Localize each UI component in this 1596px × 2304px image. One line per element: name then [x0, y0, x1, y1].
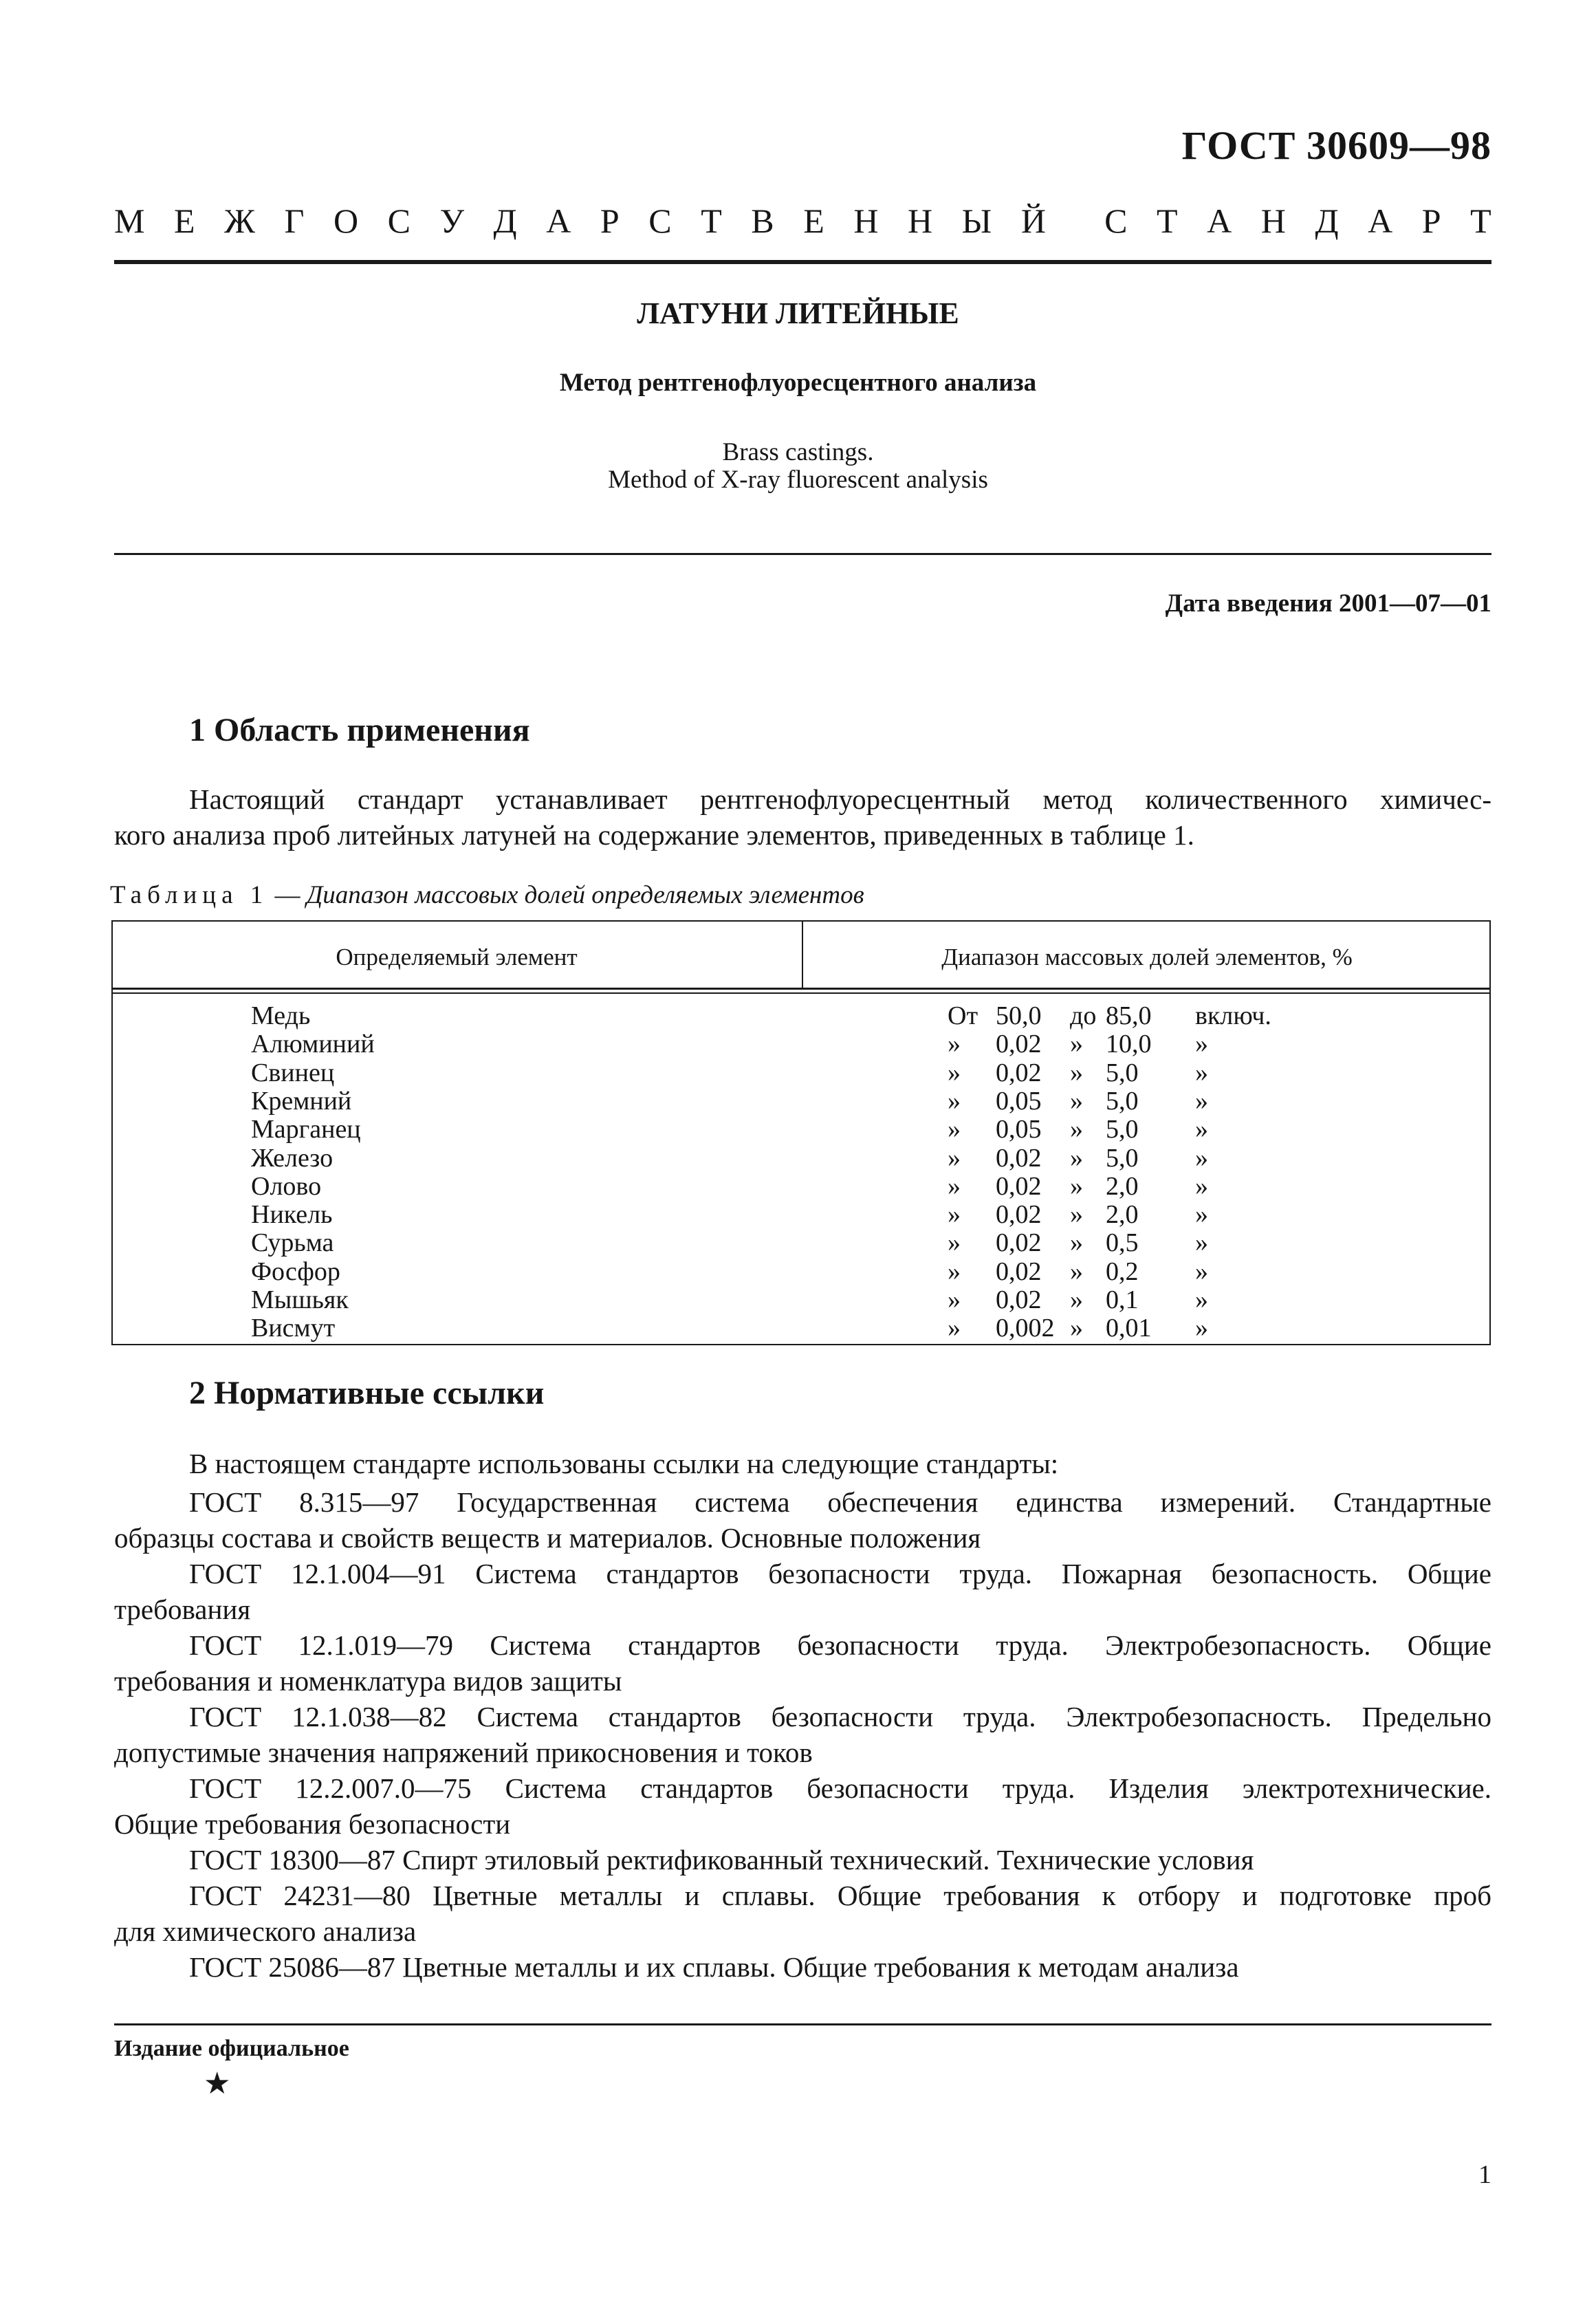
banner-letter: Г — [284, 202, 305, 240]
table-cell-suffix: » — [1195, 1115, 1208, 1144]
reference-line2: Общие требования безопасности — [114, 1808, 511, 1840]
reference-line2: допустимые значения напряжений прикосновения и токов — [114, 1737, 813, 1768]
table-cell-from: 0,02 — [996, 1200, 1042, 1229]
banner-letter: Д — [493, 202, 517, 240]
table-cell-to: 5,0 — [1106, 1058, 1139, 1087]
banner-letter: А — [1207, 202, 1232, 240]
table-cell-prefix: » — [948, 1314, 961, 1343]
table-cell-to: 2,0 — [1106, 1172, 1139, 1201]
reference-item — [114, 1770, 1491, 1842]
banner-letter: Е — [803, 202, 824, 240]
reference-line2: для химического анализа — [114, 1915, 417, 1947]
table-cell-suffix: » — [1195, 1228, 1208, 1257]
banner-letter: Е — [174, 202, 195, 240]
document-subtitle: Метод рентгенофлуоресцентного анализа — [559, 369, 1037, 397]
table-cell-suffix: включ. — [1195, 1001, 1271, 1030]
table-cell-from: 0,02 — [996, 1257, 1042, 1286]
table-cell-prefix: » — [948, 1087, 961, 1116]
table-cell-element: Олово — [251, 1172, 322, 1201]
reference-line1: ГОСТ 12.1.038—82 Система стандартов безопасности труда. Электробезопасность. Предельно — [189, 1701, 1491, 1732]
table-caption-dash: — — [274, 881, 300, 909]
banner-letter: М — [114, 202, 145, 240]
section-1-text-line1: Настоящий стандарт устанавливает рентгенофлуоресцентный метод количественного химичес- — [189, 783, 1491, 815]
table-cell-from: 50,0 — [996, 1001, 1042, 1030]
reference-line1: ГОСТ 25086—87 Цветные металлы и их сплавы. Общие требования к методам анализа — [189, 1951, 1239, 1983]
table-cell-suffix: » — [1195, 1200, 1208, 1229]
table-caption — [110, 880, 864, 910]
table-cell-element: Мышьяк — [251, 1285, 349, 1314]
table-cell-suffix: » — [1195, 1058, 1208, 1087]
table-cell-to-word: » — [1070, 1172, 1083, 1201]
banner-letter: Н — [908, 202, 933, 240]
standard-code: ГОСТ 30609—98 — [1181, 123, 1491, 168]
table-cell-to-word: » — [1070, 1030, 1083, 1058]
banner-letter: О — [333, 202, 359, 240]
banner-letter: Й — [1020, 202, 1046, 240]
banner-letter: Р — [600, 202, 620, 240]
table-cell-to-word: » — [1070, 1314, 1083, 1343]
footer-rule — [114, 2023, 1491, 2025]
reference-line1: ГОСТ 8.315—97 Государственная система обеспечения единства измерений. Стандартные — [189, 1486, 1491, 1518]
table-cell-element: Марганец — [251, 1115, 361, 1144]
table-cell-to-word: » — [1070, 1087, 1083, 1116]
reference-line1: ГОСТ 12.2.007.0—75 Система стандартов безопасности труда. Изделия электротехнические. — [189, 1772, 1491, 1804]
table-cell-to: 5,0 — [1106, 1144, 1139, 1173]
table-header-range: Диапазон массовых долей элементов, % — [941, 944, 1353, 970]
table-cell-element: Медь — [251, 1001, 311, 1030]
table-cell-from: 0,002 — [996, 1314, 1055, 1343]
table-cell-prefix: » — [948, 1200, 961, 1229]
reference-line2: образцы состава и свойств веществ и материалов. Основные положения — [114, 1522, 981, 1554]
table-cell-from: 0,02 — [996, 1172, 1042, 1201]
table-cell-to-word: » — [1070, 1228, 1083, 1257]
table-cell-to: 0,01 — [1106, 1314, 1152, 1343]
table-cell-element: Никель — [251, 1200, 333, 1229]
table-cell-element: Алюминий — [251, 1030, 375, 1058]
english-title-line1: Brass castings. — [722, 438, 874, 466]
table-cell-to: 5,0 — [1106, 1115, 1139, 1144]
table-cell-element: Свинец — [251, 1058, 335, 1087]
reference-item — [114, 1627, 1491, 1699]
table-cell-prefix: » — [948, 1172, 961, 1201]
table-caption-text: Диапазон массовых долей определяемых элементов — [306, 881, 864, 909]
table-cell-to: 0,2 — [1106, 1257, 1139, 1286]
table-cell-to-word: » — [1070, 1058, 1083, 1087]
table-cell-suffix: » — [1195, 1172, 1208, 1201]
table-cell-to: 5,0 — [1106, 1087, 1139, 1116]
banner-letter: С — [387, 202, 411, 240]
reference-line1: ГОСТ 12.1.019—79 Система стандартов безопасности труда. Электробезопасность. Общие — [189, 1629, 1491, 1661]
table-cell-from: 0,05 — [996, 1115, 1042, 1144]
table-header-element: Определяемый элемент — [336, 944, 578, 970]
banner-letter: Т — [701, 202, 722, 240]
table-cell-suffix: » — [1195, 1030, 1208, 1058]
table-cell-to: 85,0 — [1106, 1001, 1152, 1030]
table-header-rule-2 — [111, 992, 1491, 994]
table-cell-prefix: » — [948, 1030, 961, 1058]
table-cell-from: 0,02 — [996, 1228, 1042, 1257]
banner-letter: У — [439, 202, 464, 240]
table-cell-prefix: » — [948, 1285, 961, 1314]
reference-line1: ГОСТ 18300—87 Спирт этиловый ректификованный технический. Технические условия — [189, 1844, 1254, 1876]
reference-line1: ГОСТ 12.1.004—91 Система стандартов безопасности труда. Пожарная безопасность. Общие — [189, 1558, 1491, 1589]
table-cell-to: 10,0 — [1106, 1030, 1152, 1058]
reference-line2: требования — [114, 1594, 251, 1625]
section-1-heading: 1 Область применения — [189, 712, 530, 748]
english-title-line2: Method of X-ray fluorescent analysis — [608, 466, 988, 494]
reference-line2: требования и номенклатура видов защиты — [114, 1665, 622, 1697]
banner-letter: Т — [1157, 202, 1178, 240]
interstate-standard-banner — [114, 201, 1491, 241]
banner-letter: Ы — [961, 202, 992, 240]
table-cell-from: 0,02 — [996, 1285, 1042, 1314]
title-rule — [114, 553, 1491, 555]
banner-letter: Р — [1421, 202, 1441, 240]
table-cell-to-word: » — [1070, 1115, 1083, 1144]
banner-letter: Н — [1260, 202, 1286, 240]
table-cell-prefix: » — [948, 1058, 961, 1087]
table-cell-prefix: » — [948, 1144, 961, 1173]
table-cell-prefix: » — [948, 1228, 961, 1257]
section-1-text-line2: кого анализа проб литейных латуней на содержание элементов, приведенных в таблице 1. — [114, 819, 1194, 851]
edition-note: Издание официальное — [114, 2036, 349, 2061]
banner-letter: С — [1104, 202, 1128, 240]
table-cell-from: 0,02 — [996, 1030, 1042, 1058]
banner-letter: А — [546, 202, 571, 240]
table-cell-suffix: » — [1195, 1257, 1208, 1286]
banner-letter: Т — [1470, 202, 1491, 240]
banner-letter: Д — [1315, 202, 1339, 240]
banner-letter: А — [1368, 202, 1393, 240]
table-cell-to: 2,0 — [1106, 1200, 1139, 1229]
table-cell-from: 0,02 — [996, 1058, 1042, 1087]
table-cell-to-word: до — [1070, 1001, 1097, 1030]
table-cell-suffix: » — [1195, 1285, 1208, 1314]
header-rule — [114, 260, 1491, 264]
table-cell-element: Фосфор — [251, 1257, 340, 1286]
table-cell-to-word: » — [1070, 1257, 1083, 1286]
table-cell-from: 0,02 — [996, 1144, 1042, 1173]
reference-item — [114, 1556, 1491, 1627]
table-cell-to-word: » — [1070, 1285, 1083, 1314]
table-header-rule — [111, 988, 1491, 990]
reference-item — [114, 1842, 1491, 1878]
document-title: ЛАТУНИ ЛИТЕЙНЫЕ — [637, 296, 959, 330]
star-icon: ★ — [204, 2067, 231, 2100]
table-cell-element: Кремний — [251, 1087, 352, 1116]
table-cell-suffix: » — [1195, 1087, 1208, 1116]
table-cell-prefix: » — [948, 1115, 961, 1144]
effective-date: Дата введения 2001—07—01 — [1165, 589, 1491, 618]
table-cell-prefix: » — [948, 1257, 961, 1286]
section-2-heading: 2 Нормативные ссылки — [189, 1375, 545, 1411]
reference-item — [114, 1484, 1491, 1556]
table-cell-prefix: От — [948, 1001, 979, 1030]
banner-letter: Н — [853, 202, 879, 240]
table-cell-element: Сурьма — [251, 1228, 334, 1257]
references-intro: В настоящем стандарте использованы ссылки на следующие стандарты: — [189, 1448, 1059, 1479]
table-cell-from: 0,05 — [996, 1087, 1042, 1116]
reference-line1: ГОСТ 24231—80 Цветные металлы и сплавы. Общие требования к отбору и подготовке проб — [189, 1880, 1491, 1911]
reference-item — [114, 1878, 1491, 1949]
banner-letter: В — [751, 202, 774, 240]
table-cell-to-word: » — [1070, 1200, 1083, 1229]
table-cell-to-word: » — [1070, 1144, 1083, 1173]
reference-item — [114, 1699, 1491, 1770]
table-cell-to: 0,1 — [1106, 1285, 1139, 1314]
banner-letter: С — [648, 202, 672, 240]
table-cell-to: 0,5 — [1106, 1228, 1139, 1257]
table-cell-suffix: » — [1195, 1144, 1208, 1173]
table-cell-element: Железо — [251, 1144, 334, 1173]
page-number: 1 — [1478, 2160, 1491, 2189]
table-cell-element: Висмут — [251, 1314, 336, 1343]
banner-letter: Ж — [224, 202, 255, 240]
table-cell-suffix: » — [1195, 1314, 1208, 1343]
reference-item — [114, 1949, 1491, 1985]
table-caption-label: Таблица 1 — [110, 881, 269, 909]
